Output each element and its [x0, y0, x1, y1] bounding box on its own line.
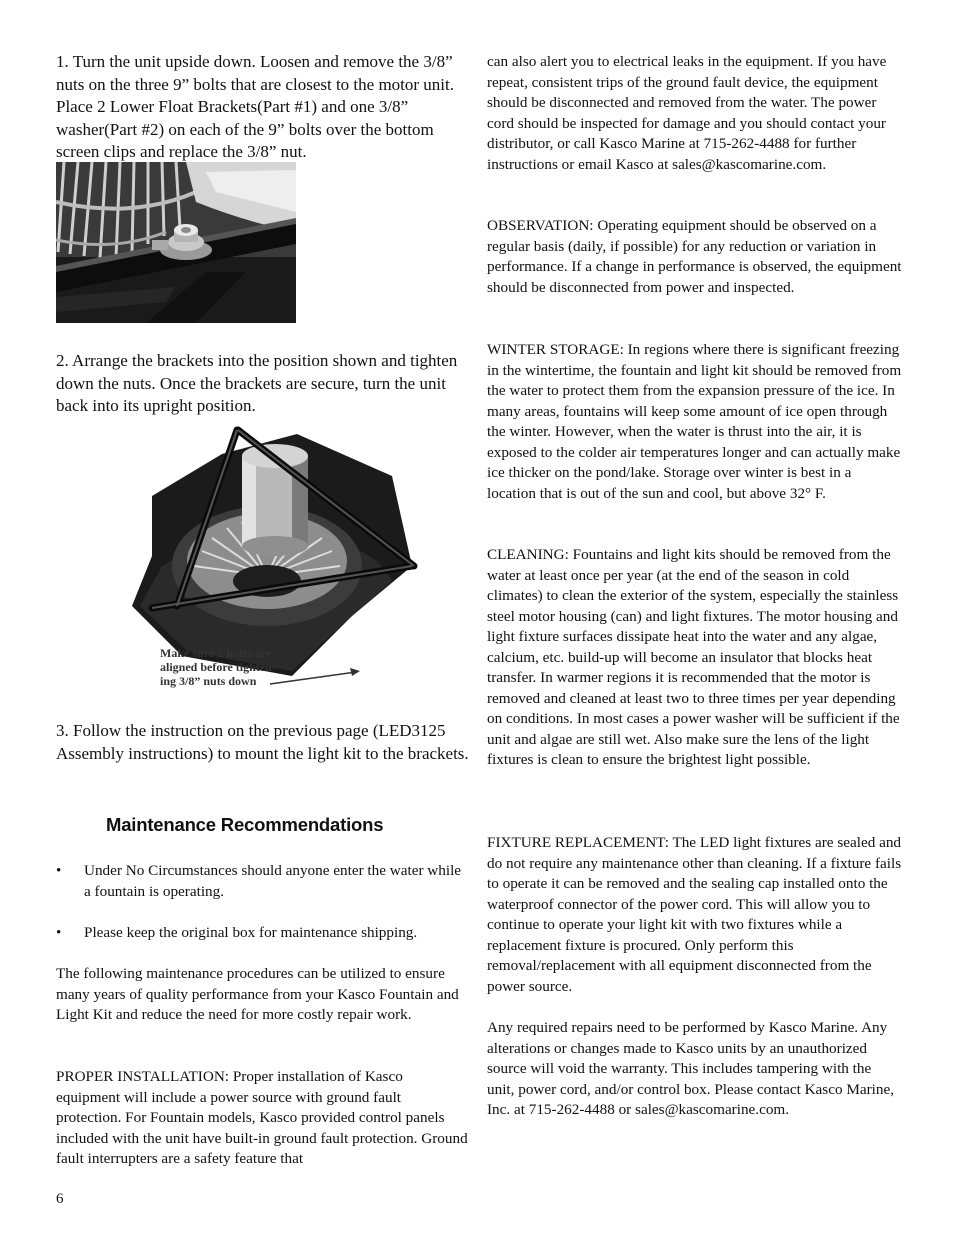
bullet-icon: • [56, 862, 62, 879]
proper-installation-paragraph: PROPER INSTALLATION: Proper installation of Kasco equipment will include a power source with ground fault protection. For Fountain models, Kasco provided control panels included with the unit have built-in ground fault protection. Ground fault interrupters are a safety feature that [56, 1068, 468, 1167]
ground-fault-continued: can also alert you to electrical leaks in the equipment. If you have repeat, consistent trips of the ground fault device, the equipment should be disconnected and removed from the water. The power cord should be inspected for damage and you should contact your distributor, or call Kasco Marine at 715-262-4488 for further instructions or email Kasco at sales@kascomarine.com. [487, 53, 887, 173]
float-brackets-photo [92, 416, 436, 692]
bullet-text: Under No Circumstances should anyone enter the water while a fountain is operating. [84, 862, 462, 900]
maintenance-intro: The following maintenance procedures can be utilized to ensure many years of quality performance from your Kasco Fountain and Light Kit and reduce the need for more costly repair work. [56, 965, 459, 1023]
photo-caption-line: Make sure 2 holes are [160, 646, 272, 660]
maintenance-heading: Maintenance Recommendations [106, 814, 384, 835]
step-3-text: 3. Follow the instruction on the previous page (LED3125 Assembly instructions) to mount the light kit to the brackets. [56, 721, 469, 763]
fixture-replacement-paragraph: FIXTURE REPLACEMENT: The LED light fixtures are sealed and do not require any maintenance other than cleaning. If a fixture fails to operate it can be removed and the sealing cap installed onto the waterproof connector of the power cord. This will allow you to continue to operate your light kit with two fixtures while a replacement fixture is procured. Only perform this removal/replacement with all equipment disconnected from the power source. [487, 834, 902, 995]
page-number: 6 [56, 1191, 64, 1207]
observation-paragraph: OBSERVATION: Operating equipment should be observed on a regular basis (daily, if possible) for any reduction or variation in performance. If a change in performance is observed, the equipment should be disconnected from power and inspected. [487, 217, 902, 296]
repairs-paragraph: Any required repairs need to be performed by Kasco Marine. Any alterations or changes made to Kasco units by an unauthorized source will void the warranty. This includes tampering with the unit, power cord, and/or control box. Please contact Kasco Marine, Inc. at 715-262-4488 or sales@kascomarine.com. [487, 1019, 894, 1118]
step-2-text: 2. Arrange the brackets into the position shown and tighten down the nuts. Once the brackets are secure, turn the unit back into its upright position. [56, 351, 458, 415]
bolt-bracket-photo [56, 162, 296, 323]
cleaning-paragraph: CLEANING: Fountains and light kits should be removed from the water at least once per year (at the end of the season in cold climates) to clean the exterior of the system, especially the stainless steel motor housing (can) and light fixtures. The motor housing and light fixture surfaces dissipate heat into the water and any algae, calcium, etc. build-up will become an insulator that blocks heat transfer. In warmer regions it is recommended that the motor is removed and cleaned at least two to three times per year depending on conditions. In most cases a power washer will be sufficient if the unit and algae are still wet. Also make sure the lens of the light fixtures is clean to ensure the brightest light possible. [487, 546, 900, 768]
bullet-text: Please keep the original box for maintenance shipping. [84, 924, 418, 941]
photo-caption-line: ing 3/8” nuts down [160, 674, 257, 688]
photo-caption [160, 646, 300, 688]
bullet-icon: • [56, 924, 62, 941]
photo-caption-line: aligned before tighten- [160, 660, 276, 674]
winter-storage-paragraph: WINTER STORAGE: In regions where there is significant freezing in the wintertime, the fountain and light kit should be removed from the water to protect them from the expansion pressure of the ice. In many areas, fountains will keep some amount of ice open through the winter. However, when the water is thrust into the air, it is exposed to the colder air temperatures longer and can actually make ice thicker on the pond/lake. Storage over winter is best in a location that is out of the sun and cool, but above 32° F. [487, 341, 902, 502]
step-1-text: 1. Turn the unit upside down. Loosen and remove the 3/8” nuts on the three 9” bolts that are closest to the motor unit. Place 2 Lower Float Brackets(Part #1) and one 3/8” washer(Part #2) on each of the 9” bolts over the bottom screen clips and replace the 3/8” nut. [56, 52, 454, 161]
